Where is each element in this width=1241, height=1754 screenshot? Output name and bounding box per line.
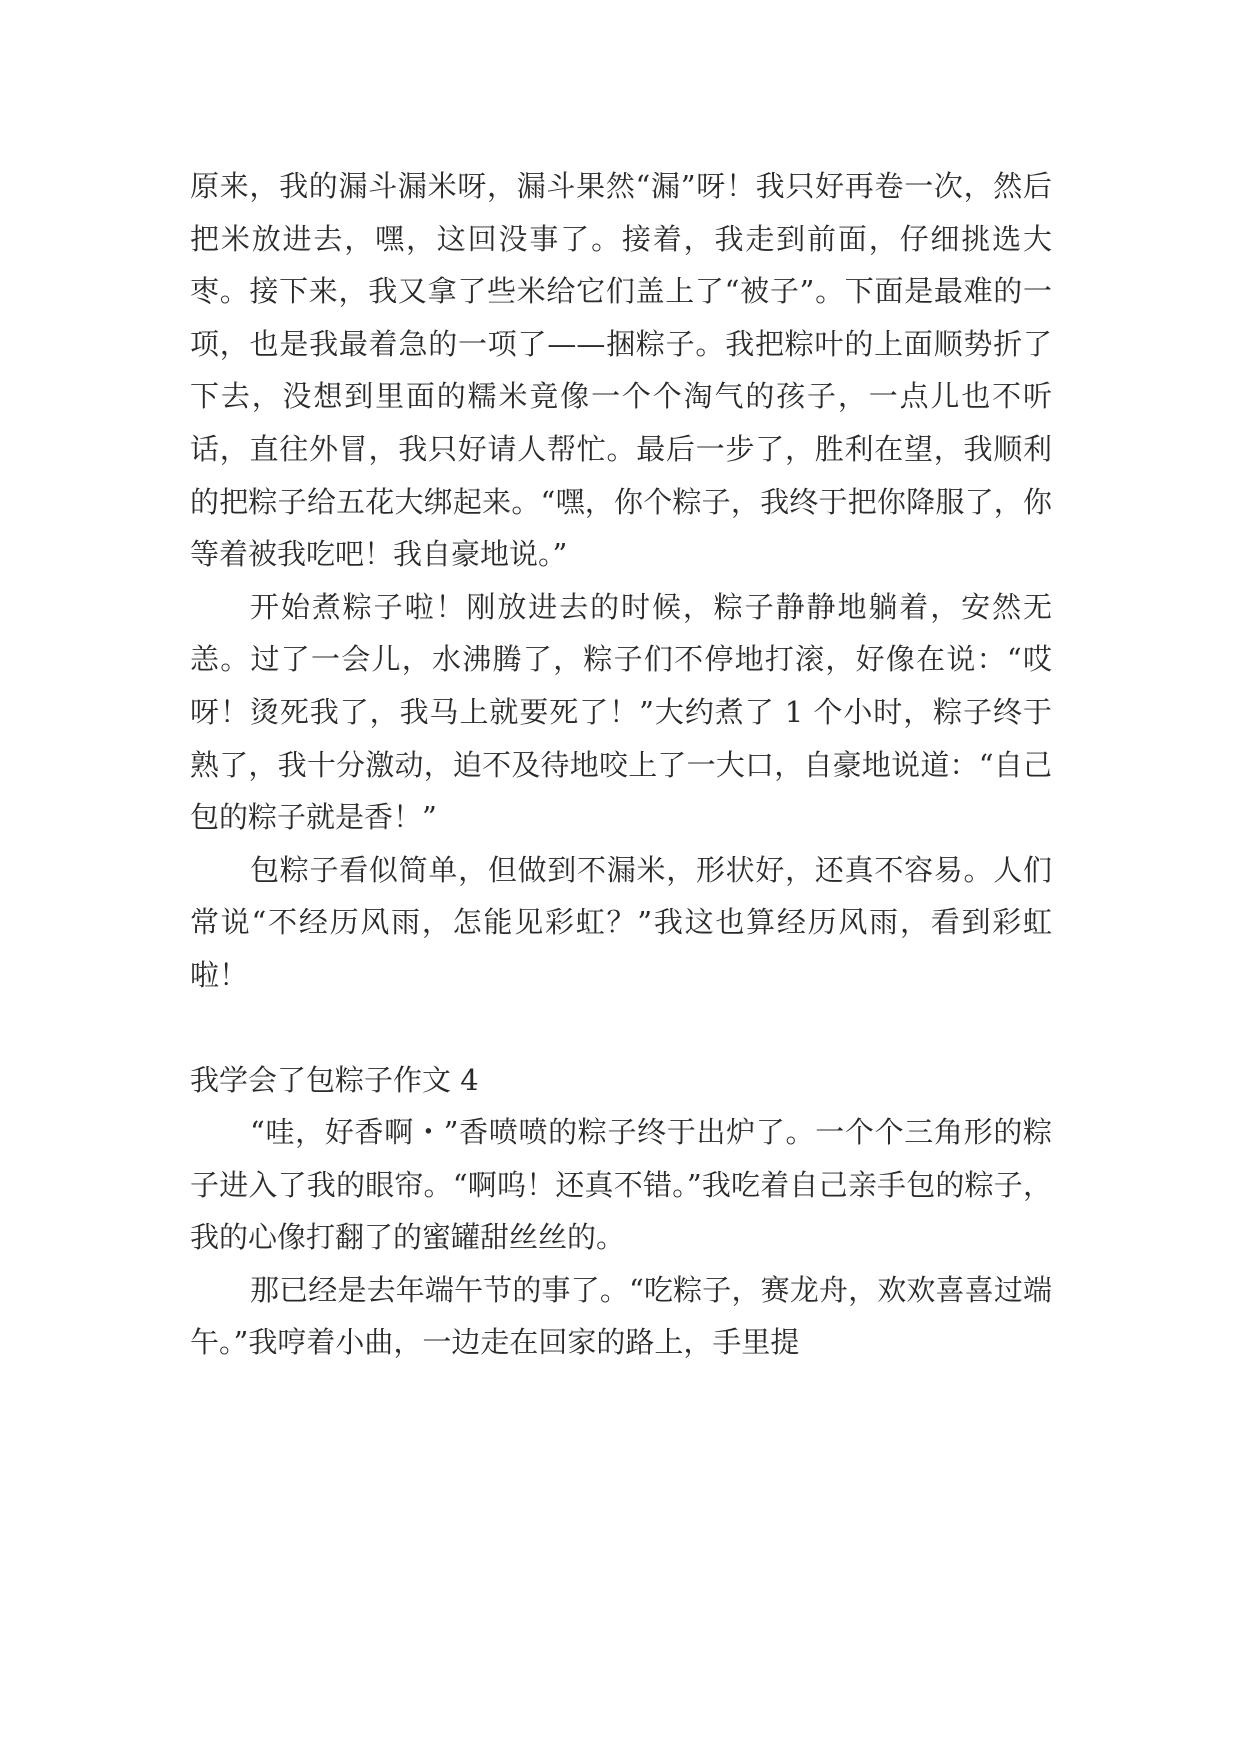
- paragraph-making-zongzi: 原来，我的漏斗漏米呀，漏斗果然“漏”呀！我只好再卷一次，然后把米放进去，嘿，这回没事了。接着，我走到前面，仔细挑选大枣。接下来，我又拿了些米给它们盖上了“被子”。下面是最难的一项，也是我最着急的一项了——捆粽子。我把粽叶的上面顺势折了下去，没想到里面的糯米竟像一个个淘气的孩子，一点儿也不听话，直往外冒，我只好请人帮忙。最后一步了，胜利在望，我顺利的把粽子给五花大绑起来。“嘿，你个粽子，我终于把你降服了，你等着被我吃吧！我自豪地说。”: [190, 169, 1052, 572]
- section-title: 我学会了包粽子作文 4: [190, 1062, 479, 1097]
- paragraph-dragon-boat-festival: 那已经是去年端午节的事了。“吃粽子，赛龙舟，欢欢喜喜过端午。”我哼着小曲，一边走在回家的路上，手里提: [190, 1272, 1052, 1360]
- document-body: [190, 160, 1052, 1369]
- paragraph-boiling-zongzi: 开始煮粽子啦！刚放进去的时候，粽子静静地躺着，安然无恙。过了一会儿，水沸腾了，粽子们不停地打滚，好像在说：“哎呀！烫死我了，我马上就要死了！”大约煮了 1 个小时，粽子终于熟了，我十分激动，迫不及待地咬上了一大口，自豪地说道：“自己包的粽子就是香！”: [190, 589, 1052, 835]
- paragraph-conclusion: 包粽子看似简单，但做到不漏米，形状好，还真不容易。人们常说“不经历风雨，怎能见彩虹？”我这也算经历风雨，看到彩虹啦！: [190, 852, 1052, 992]
- paragraph-intro: “哇，好香啊・”香喷喷的粽子终于出炉了。一个个三角形的粽子进入了我的眼帘。“啊呜！还真不错。”我吃着自己亲手包的粽子，我的心像打翻了的蜜罐甜丝丝的。: [190, 1115, 1052, 1255]
- section-spacer: [190, 1002, 1052, 1054]
